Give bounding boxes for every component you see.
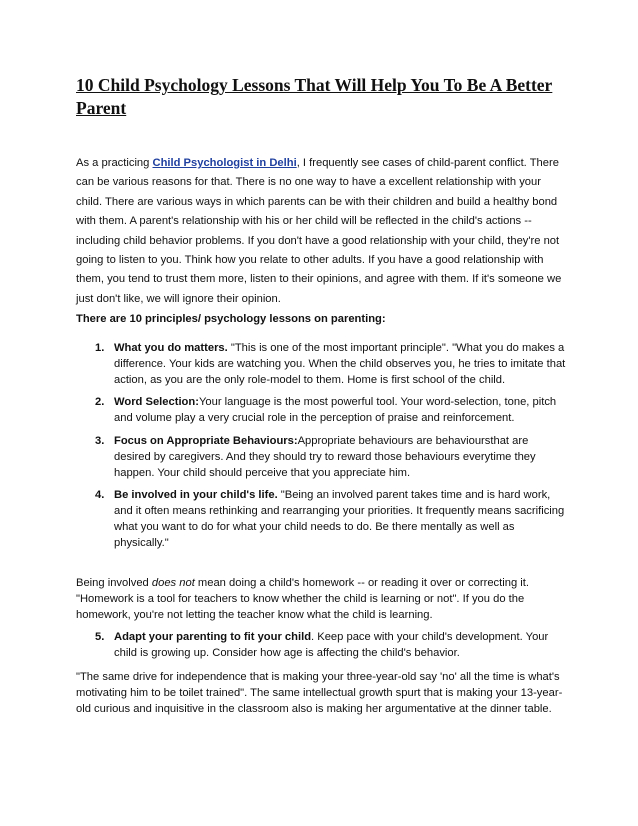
involved-emphasis: does not: [151, 577, 195, 589]
intro-text-before: As a practicing: [76, 157, 153, 169]
child-psychologist-link[interactable]: Child Psychologist in Delhi: [152, 157, 297, 169]
list-item: [76, 434, 566, 481]
list-number: 3.: [95, 434, 105, 447]
list-heading: Focus on Appropriate Behaviours:: [114, 434, 298, 447]
list-number: 4.: [95, 489, 105, 502]
list-body: "Being an involved parent takes time and is hard work, and it often means rethinking and rearranging your priorities. It frequently means sacrificing what you want to do for what your child needs to do. Be there mentally as well as physically.": [114, 489, 565, 549]
list-heading: Be involved in your child's life.: [114, 489, 278, 502]
article-title: 10 Child Psychology Lessons That Will Help You To Be A Better Parent: [76, 75, 553, 118]
list-heading: What you do matters.: [114, 342, 228, 354]
list-body: . Keep pace with your child's development. Your child is growing up. Consider how age is affecting the child's behavior.: [114, 631, 549, 659]
list-item: [76, 341, 566, 388]
list-body: Appropriate behaviours are behavioursthat are desired by caregivers. And they should try to reward those behaviours everytime they happen. Your child should perceive that you appreciate him.: [114, 434, 536, 479]
list-item: [76, 630, 566, 662]
list-number: 2.: [95, 396, 105, 409]
involved-text-before: Being involved: [76, 577, 152, 589]
principles-list-continued: [76, 630, 566, 669]
list-item: [76, 488, 566, 551]
list-number: 5.: [95, 631, 105, 643]
list-body: Your language is the most powerful tool. Your word-selection, tone, pitch and volume play a very crucial role in the perception of praise and reinforcement.: [114, 396, 557, 425]
final-paragraph: "The same drive for independence that is making your three-year-old say 'no' all the time is what's motivating him to be toilet trained". The same intellectual growth spurt that is making your 13-year-old curious and inquisitive in the classroom also is making her argumentative at the dinner table.: [76, 671, 563, 715]
list-heading: Adapt your parenting to fit your child: [114, 631, 312, 643]
list-body: "This is one of the most important principle". "What you do makes a difference. Your kids are watching you. When the child observes you, he tries to imitate that action, as you are the only role-model to them. Home is first school of the child.: [114, 342, 566, 386]
principles-lead: There are 10 principles/ psychology lessons on parenting:: [76, 313, 386, 325]
list-item: [76, 395, 566, 427]
principles-list: [76, 341, 566, 559]
intro-paragraph: [76, 154, 566, 309]
involved-paragraph: [76, 576, 566, 623]
list-number: 1.: [95, 342, 105, 354]
list-heading: Word Selection:: [114, 396, 199, 409]
intro-text-after: , I frequently see cases of child-parent conflict. There can be various reasons for that. There is no one way to have a excellent relationship with your child. There are various ways in which parents can be with their children and build a healthy bond with them. A parent's relationship with his or her child will be reflected in the child's actions -- including child behavior problems. If you don't have a good relationship with your child, they're not going to listen to you. Think how you relate to other adults. If you have a good relationship with them, you tend to trust them more, listen to their opinions, and agree with them. If it's someone we just don't like, we will ignore their opinion.: [76, 157, 562, 305]
involved-text-after: mean doing a child's homework -- or reading it over or correcting it. "Homework is a tool for teachers to know whether the child is learning or not". If you do the homework, you're not letting the teacher know what the child is learning.: [76, 577, 529, 621]
